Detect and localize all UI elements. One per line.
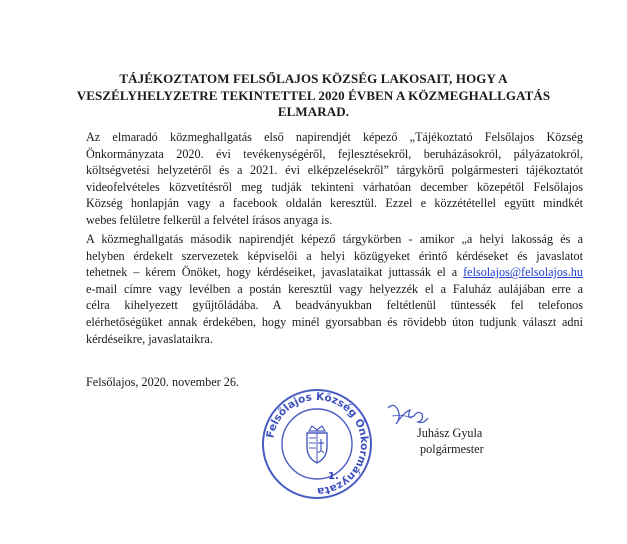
title-line-2: VESZÉLYHELYZETRE TEKINTETTEL 2020 ÉVBEN A KÖZMEGHALLGATÁS — [76, 87, 551, 103]
signatory-name: Juhász Gyula — [417, 426, 483, 440]
paragraph-1-line: Önkormányzata 2020. évi tevékenységéről, fejlesztésekről, beruházásokról, pályázatokról, — [86, 146, 583, 161]
paragraph-2-line: elérhetőségüket annak érdekében, hogy minél gyorsabban és rövidebb úton tudjunk választ adni — [86, 314, 583, 329]
paragraph-1-line: Az elmaradó közmeghallgatás első napirendjét képező „Tájékoztató Felsőlajos Község — [86, 130, 583, 144]
stamp-text: Felsőlajos Község Önkormányzata — [264, 390, 371, 498]
official-stamp — [260, 387, 374, 501]
paragraph-2-line — [86, 264, 583, 281]
title-line-1: TÁJÉKOZTATOM FELSŐLAJOS KÖZSÉG LAKOSAIT, HOGY A — [119, 71, 508, 86]
paragraph-2-line: célra kihelyezett gyűjtőládába. A beadványukban feltétlenül tüntessék fel telefonos — [86, 298, 583, 313]
paragraph-2-line-3-text: tehetnek – kérem Önöket, hogy kérdéseiket, javaslataikat juttassák el a — [86, 265, 464, 280]
paragraph-2-line: e-mail címre vagy levélben a postán keresztül vagy helyezzék el a Faluház aulájában erre a — [86, 281, 583, 296]
document-date: Felsőlajos, 2020. november 26. — [86, 375, 240, 389]
paragraph-2 — [86, 231, 583, 347]
coat-of-arms-icon — [307, 426, 327, 463]
title-line-3: ELMARAD. — [277, 104, 350, 119]
email-link[interactable]: felsolajos@felsolajos.hu — [463, 265, 583, 280]
signatory-role: polgármester — [420, 442, 484, 456]
paragraph-2-line: helyben érdekelt szervezetek képviselői a helyi közügyeket érintő kérdéseket és javaslatot — [86, 248, 583, 263]
paragraph-1-line: videofelvételes közvetítésről meg tudják tekinteni várhatóan december közepétől Felsőlajos — [86, 179, 583, 194]
paragraph-1-line: webes felületre felkerül a felvétel írásos anyaga is. — [86, 212, 333, 227]
document-title — [60, 71, 567, 121]
stamp-number: 1. — [328, 471, 339, 482]
paragraph-2-line: kérdéseikre, javaslataikra. — [86, 331, 213, 346]
paragraph-2-line: A közmeghallgatás második napirendjét képező tárgykörben - amikor „a helyi lakosság és a — [86, 232, 583, 246]
paragraph-1-line: Község honlapján vagy a facebook oldalán keresztül. Ezzel e közzététellel együtt mindkét — [86, 196, 583, 211]
paragraph-1 — [86, 129, 583, 229]
paragraph-1-line: költségvetési helyzetéről és a 2021. évi elképzelésekről” tárgykörű polgármesteri tájékoztatót — [86, 163, 583, 178]
